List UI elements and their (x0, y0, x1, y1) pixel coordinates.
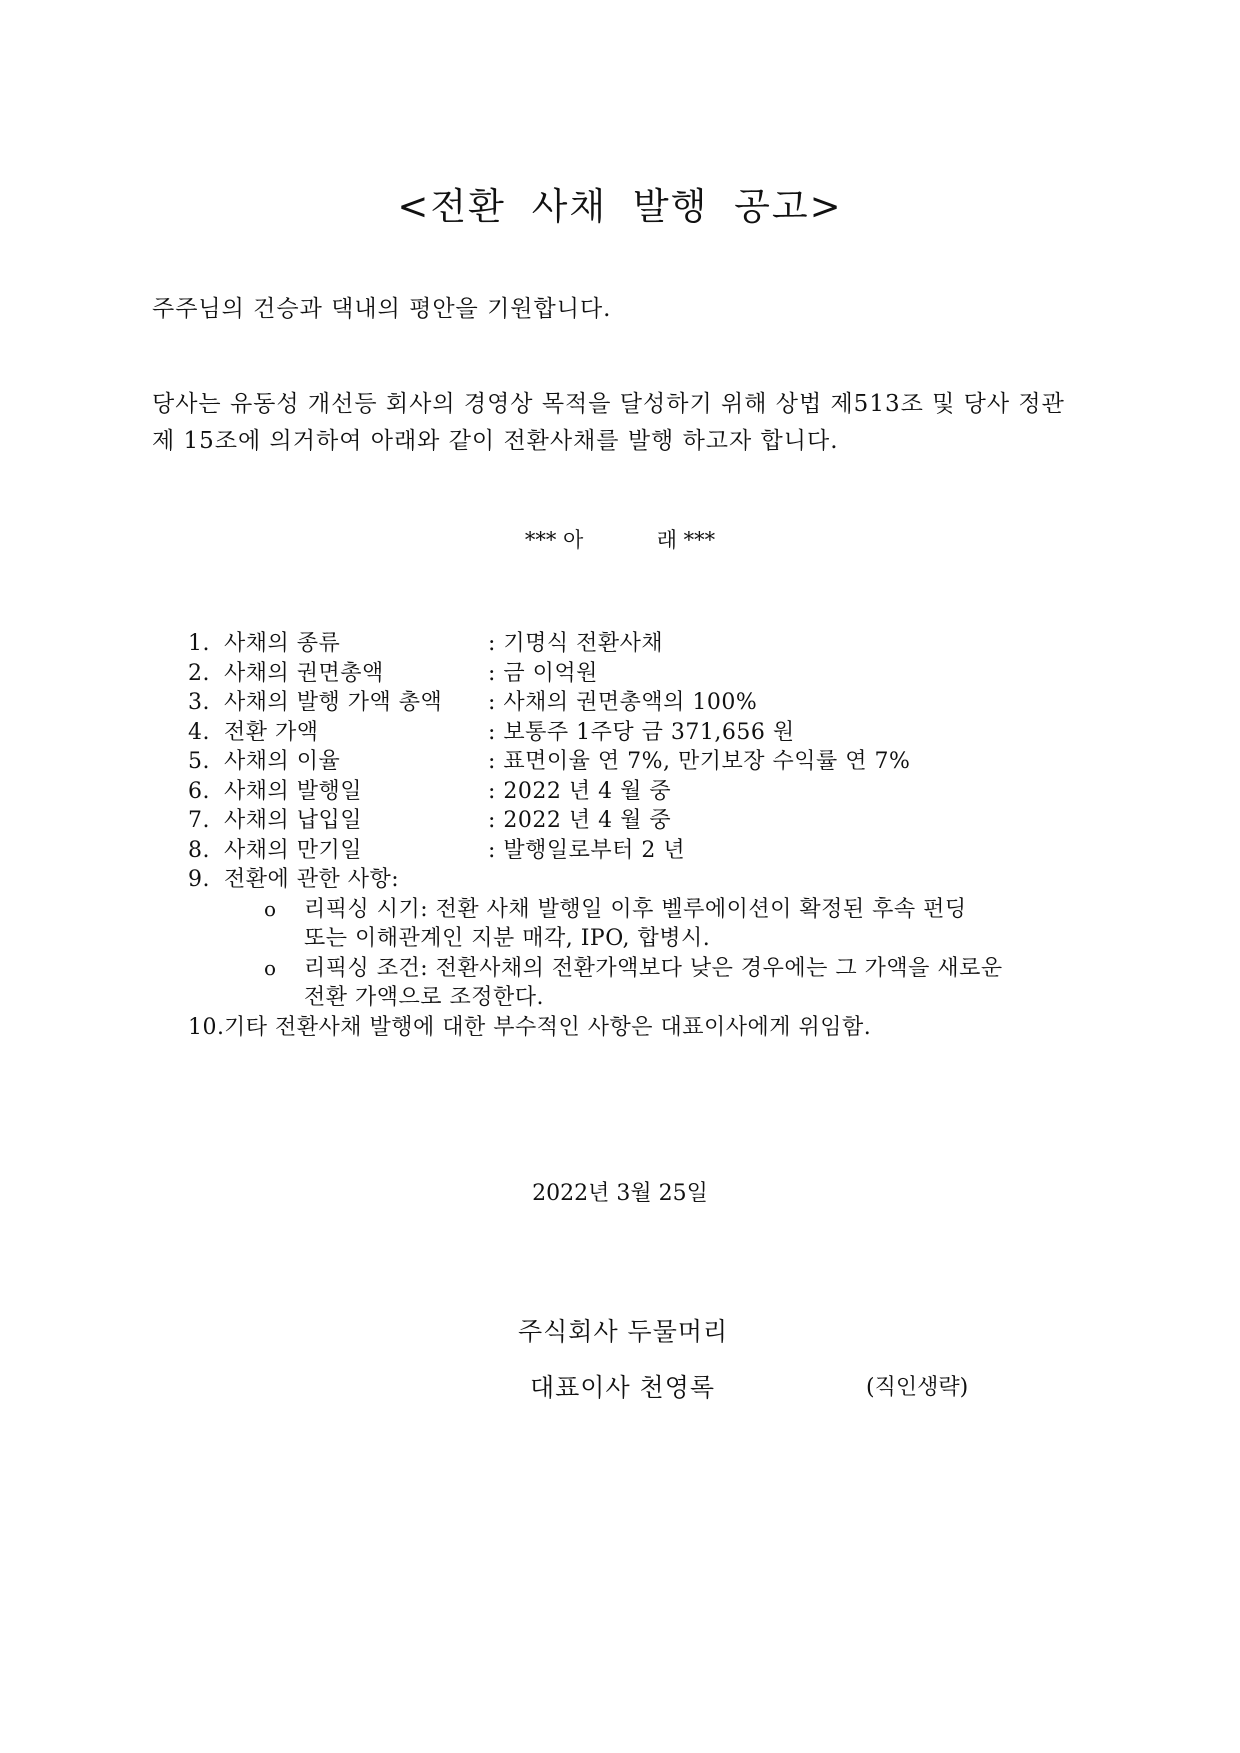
term-value: : 기명식 전환사채 (488, 631, 664, 656)
term-label: 사채의 권면총액 (224, 660, 384, 686)
terms-list (188, 629, 1003, 1042)
term-item-7 (188, 806, 1003, 836)
term-label: 사채의 납입일 (224, 808, 363, 833)
term-text: 기타 전환사채 발행에 대한 부수적인 사항은 대표이사에게 위임함. (224, 1014, 872, 1040)
term-item-8 (188, 836, 1003, 866)
seal-omitted-note: (직인생략) (866, 1375, 969, 1400)
term-label: 사채의 발행일 (224, 778, 363, 804)
sub-item-line: 전환 가액으로 조정한다. (304, 985, 545, 1010)
term-number: 5. (188, 749, 210, 774)
term-value: : 보통주 1주당 금 371,656 원 (488, 719, 795, 745)
term-value: : 표면이율 연 7%, 만기보장 수익률 연 7% (488, 749, 911, 774)
sub-item-refixing-timing (188, 895, 1003, 954)
term-value: : 2022 년 4 월 중 (488, 778, 672, 804)
term-number: 8. (188, 837, 210, 863)
term-number: 9. (188, 867, 210, 892)
intro-line-2: 제 15조에 의거하여 아래와 같이 전환사채를 발행 하고자 합니다. (152, 428, 839, 454)
term-item-4 (188, 718, 1003, 748)
sub-item-refixing-condition (188, 954, 1003, 1013)
bullet-circle-icon: o (264, 955, 277, 980)
sub-item-line: 또는 이해관계인 지분 매각, IPO, 합병시. (304, 926, 711, 951)
term-item-6 (188, 777, 1003, 807)
term-label: 사채의 만기일 (224, 837, 363, 863)
term-label: 사채의 종류 (224, 631, 341, 656)
term-item-1 (188, 629, 1003, 659)
term-number: 7. (188, 808, 210, 833)
intro-paragraph (152, 386, 1102, 460)
term-item-10 (188, 1013, 1003, 1043)
term-number: 6. (188, 778, 210, 804)
term-number: 3. (188, 690, 210, 715)
term-number: 1. (188, 631, 210, 656)
notice-heading: *** 아 래 *** (524, 528, 716, 552)
greeting-text: 주주님의 건승과 댁내의 평안을 기원합니다. (152, 296, 612, 322)
term-label: 사채의 발행 가액 총액 (224, 690, 443, 715)
term-number: 4. (188, 719, 210, 745)
document-title: <전환 사채 발행 공고> (397, 185, 843, 228)
announcement-date: 2022년 3월 25일 (532, 1181, 708, 1206)
bullet-circle-icon: o (264, 896, 277, 921)
term-label: 사채의 이율 (224, 749, 341, 774)
representative-name: 대표이사 천영록 (530, 1373, 715, 1402)
term-label: 전환 가액 (224, 719, 319, 745)
sub-item-line: 리픽싱 시기: 전환 사채 발행일 이후 벨루에이션이 확정된 후속 펀딩 (304, 896, 967, 922)
term-value: : 금 이억원 (488, 660, 598, 686)
term-number: 10. (188, 1014, 225, 1040)
term-item-9 (188, 865, 1003, 895)
intro-line-1: 당사는 유동성 개선등 회사의 경영상 목적을 달성하기 위해 상법 제513조 및 당사 정관 (152, 391, 1065, 417)
term-number: 2. (188, 660, 210, 686)
term-item-3 (188, 688, 1003, 718)
company-name: 주식회사 두물머리 (518, 1317, 729, 1346)
term-value: : 2022 년 4 월 중 (488, 808, 672, 833)
term-label: 전환에 관한 사항: (224, 867, 400, 892)
term-value: : 발행일로부터 2 년 (488, 837, 686, 863)
term-item-2 (188, 659, 1003, 689)
term-value: : 사채의 권면총액의 100% (488, 690, 758, 715)
sub-item-line: 리픽싱 조건: 전환사채의 전환가액보다 낮은 경우에는 그 가액을 새로운 (304, 955, 1003, 981)
term-item-5 (188, 747, 1003, 777)
